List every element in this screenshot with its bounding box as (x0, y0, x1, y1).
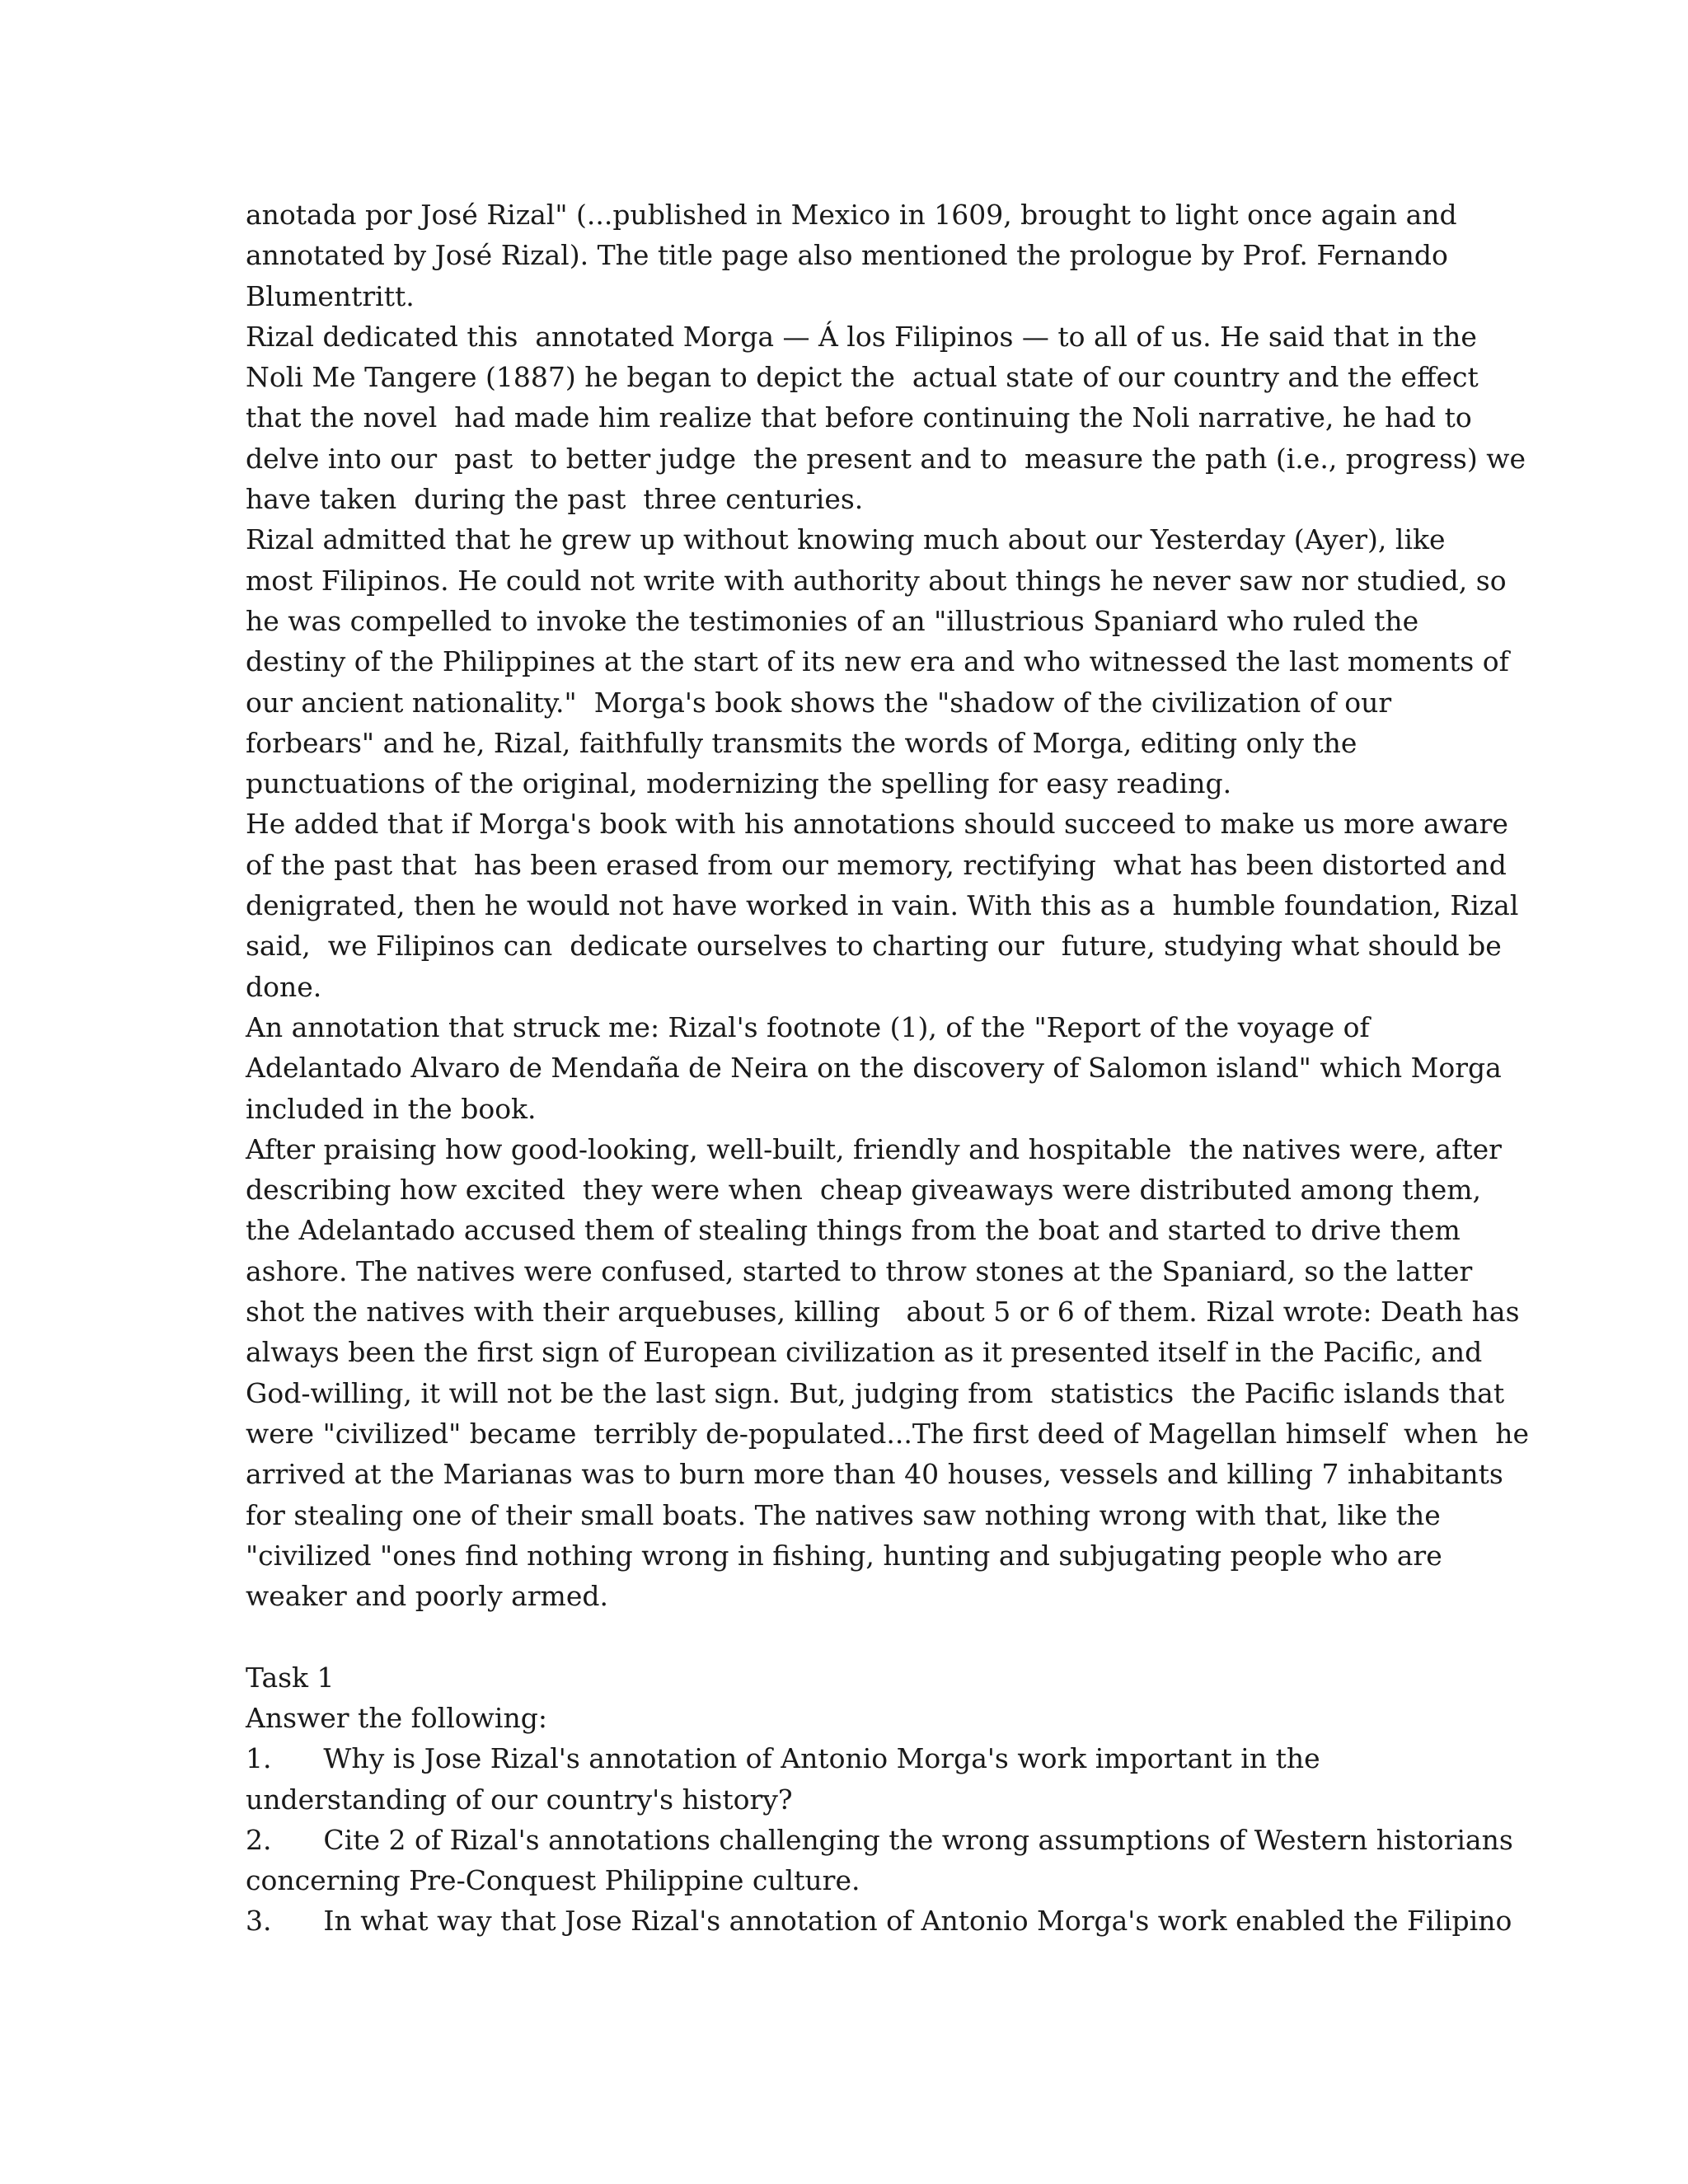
text-line: Blumentritt. (246, 279, 415, 312)
question-list (246, 1738, 1513, 1941)
question-line: concerning Pre-Conquest Philippine culture. (246, 1864, 860, 1897)
text-line: that the novel had made him realize that before continuing the Noli narrative, he had to (246, 401, 1472, 434)
text-line: weaker and poorly armed. (246, 1580, 608, 1613)
document-body (246, 194, 1530, 1942)
text-line: Adelantado Alvaro de Mendaña de Neira on the discovery of Salomon island" which Morga (246, 1052, 1502, 1085)
text-line: "civilized "ones find nothing wrong in fishing, hunting and subjugating people who are (246, 1539, 1442, 1572)
text-line: of the past that has been erased from our memory, rectifying what has been distorted and (246, 848, 1507, 881)
question-line: 3. In what way that Jose Rizal's annotation of Antonio Morga's work enabled the Filipino (246, 1905, 1512, 1938)
text-line: God-willing, it will not be the last sign. But, judging from statistics the Pacific islands that (246, 1376, 1505, 1409)
text-line: forbears" and he, Rizal, faithfully transmits the words of Morga, editing only the (246, 726, 1357, 759)
question-line: 1. Why is Jose Rizal's annotation of Antonio Morga's work important in the (246, 1742, 1320, 1775)
text-line: After praising how good-looking, well-built, friendly and hospitable the natives were, after (246, 1132, 1502, 1165)
text-line: said, we Filipinos can dedicate ourselves to charting our future, studying what should be (246, 930, 1502, 963)
text-line: punctuations of the original, modernizing the spelling for easy reading. (246, 767, 1232, 800)
text-line: included in the book. (246, 1092, 537, 1125)
task-instruction: Answer the following: (246, 1701, 547, 1734)
text-line: our ancient nationality." Morga's book shows the "shadow of the civilization of our (246, 686, 1392, 719)
text-line: Noli Me Tangere (1887) he began to depict the actual state of our country and the effect (246, 361, 1479, 394)
text-line: he was compelled to invoke the testimonies of an "illustrious Spaniard who ruled the (246, 604, 1419, 637)
text-line: were "civilized" became terribly de-populated...The first deed of Magellan himself when he (246, 1417, 1530, 1450)
task-title: Task 1 (246, 1661, 335, 1694)
text-line: the Adelantado accused them of stealing things from the boat and started to drive them (246, 1214, 1461, 1247)
text-line: arrived at the Marianas was to burn more than 40 houses, vessels and killing 7 inhabitants (246, 1458, 1503, 1491)
blank-line (246, 1616, 1449, 1657)
text-line: delve into our past to better judge the present and to measure the path (i.e., progress) we (246, 442, 1526, 475)
text-line: An annotation that struck me: Rizal's footnote (1), of the "Report of the voyage of (246, 1010, 1370, 1043)
text-line: describing how excited they were when cheap giveaways were distributed among them, (246, 1174, 1482, 1207)
text-line: have taken during the past three centuries. (246, 483, 864, 516)
text-line: always been the first sign of European civilization as it presented itself in the Pacific, and (246, 1336, 1483, 1369)
text-line: most Filipinos. He could not write with authority about things he never saw nor studied, so (246, 564, 1507, 597)
text-line: denigrated, then he would not have worked in vain. With this as a humble foundation, Rizal (246, 889, 1519, 922)
text-line: anotada por José Rizal" (...published in Mexico in 1609, brought to light once again and (246, 199, 1457, 231)
text-line: Rizal admitted that he grew up without knowing much about our Yesterday (Ayer), like (246, 523, 1446, 556)
text-line: He added that if Morga's book with his annotations should succeed to make us more aware (246, 808, 1508, 841)
text-line: destiny of the Philippines at the start of its new era and who witnessed the last moments of (246, 645, 1509, 678)
text-line: Rizal dedicated this annotated Morga — Á los Filipinos — to all of us. He said that in the (246, 320, 1477, 353)
text-line: for stealing one of their small boats. The natives saw nothing wrong with that, like the (246, 1498, 1441, 1531)
body-text (246, 194, 1530, 1616)
text-line: annotated by José Rizal). The title page also mentioned the prologue by Prof. Fernando (246, 239, 1448, 272)
text-line: shot the natives with their arquebuses, killing about 5 or 6 of them. Rizal wrote: Death has (246, 1296, 1520, 1329)
text-line: done. (246, 970, 322, 1003)
question-line: 2. Cite 2 of Rizal's annotations challenging the wrong assumptions of Western historians (246, 1823, 1513, 1856)
question-line: understanding of our country's history? (246, 1783, 793, 1816)
text-line: ashore. The natives were confused, started to throw stones at the Spaniard, so the latter (246, 1254, 1473, 1287)
